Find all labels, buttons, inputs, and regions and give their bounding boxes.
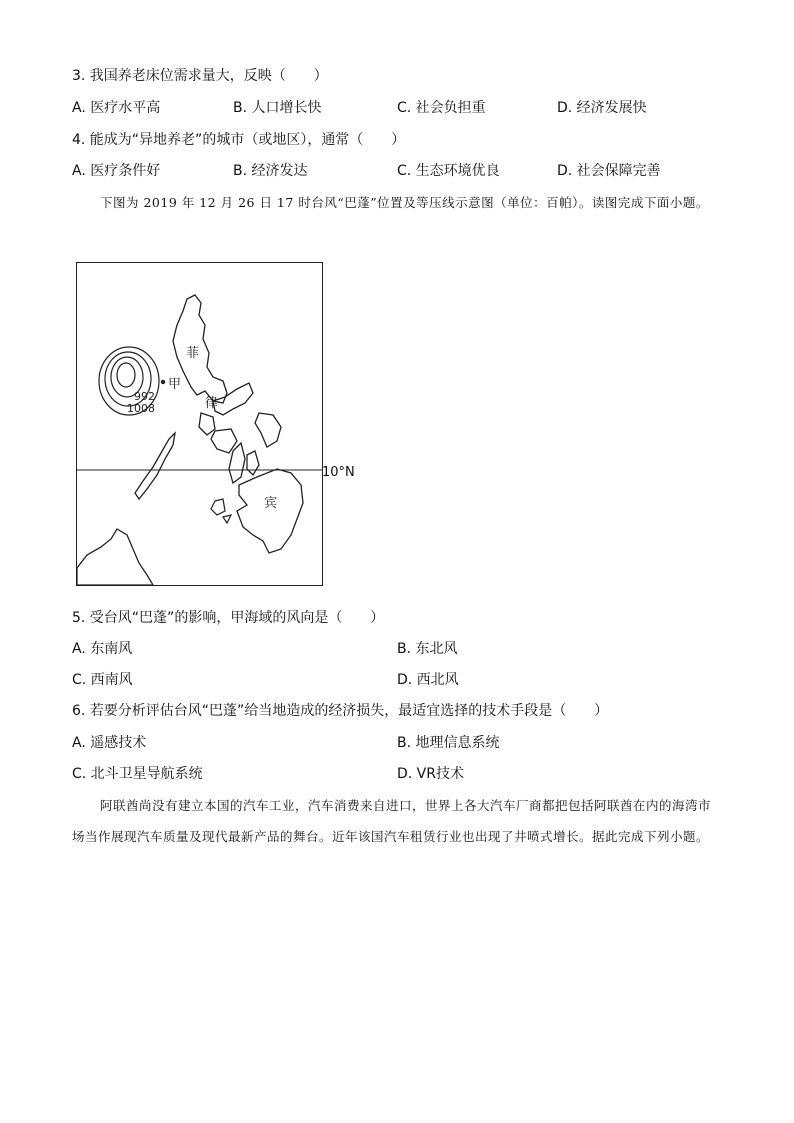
typhoon-isobar-map (76, 262, 323, 586)
passage-typhoon: 下图为 2019 年 12 月 26 日 17 时台风“巴蓬”位置及等压线示意图（单位：百帕）。读图完成下面小题。 (100, 195, 709, 210)
isobar-label-1008: 1008 (127, 402, 155, 415)
island-borneo (77, 529, 153, 585)
q6-option-c[interactable]: C. 北斗卫星导航系统 (72, 766, 203, 782)
island-cebu (247, 451, 259, 475)
isobar-center (117, 363, 135, 387)
q6-stem: 6. 若要分析评估台风“巴蓬”给当地造成的经济损失，最适宜选择的技术手段是（ ） (72, 703, 609, 719)
label-lv: 律 (205, 396, 219, 411)
islet (211, 499, 225, 515)
q4-option-c[interactable]: C. 生态环境优良 (397, 163, 500, 179)
label-fei: 菲 (186, 346, 200, 361)
islet (223, 515, 231, 523)
island-samar (255, 413, 281, 447)
q5-option-c[interactable]: C. 西南风 (72, 672, 133, 688)
q4-stem: 4. 能成为“异地养老”的城市（或地区），通常（ ） (72, 132, 406, 148)
island-mindoro (199, 413, 215, 435)
q6-option-a[interactable]: A. 遥感技术 (72, 735, 147, 751)
q5-option-b[interactable]: B. 东北风 (397, 641, 458, 657)
q5-option-d[interactable]: D. 西北风 (397, 672, 459, 688)
q6-option-d[interactable]: D. VR技术 (397, 766, 464, 782)
island-palawan (135, 433, 175, 499)
island-bicol (213, 383, 253, 415)
isobar-label-992: 992 (134, 390, 155, 403)
passage-uae-cars: 阿联酋尚没有建立本国的汽车工业，汽车消费来自进口，世界上各大汽车厂商都把包括阿联酋在内的海湾市场当作展现汽车质量及现代最新产品的舞台。近年该国汽车租赁行业也出现了井喷式增长。据此完成下列小题。 (72, 798, 712, 844)
q3-option-a[interactable]: A. 医疗水平高 (72, 100, 161, 116)
map-svg (77, 263, 322, 585)
q3-option-b[interactable]: B. 人口增长快 (233, 100, 322, 116)
label-jia: 甲 (168, 377, 182, 392)
q3-option-c[interactable]: C. 社会负担重 (397, 100, 486, 116)
island-panay (211, 429, 237, 453)
latitude-label: 10°N (322, 465, 355, 480)
q5-option-a[interactable]: A. 东南风 (72, 641, 133, 657)
q4-option-d[interactable]: D. 社会保障完善 (557, 163, 661, 179)
q3-stem: 3. 我国养老床位需求量大，反映（ ） (72, 68, 328, 84)
label-bin: 宾 (264, 496, 278, 511)
q3-option-d[interactable]: D. 经济发展快 (557, 100, 647, 116)
island-mindanao (237, 469, 303, 553)
q4-option-b[interactable]: B. 经济发达 (233, 163, 308, 179)
q4-option-a[interactable]: A. 医疗条件好 (72, 163, 161, 179)
island-luzon (173, 295, 227, 403)
q5-stem: 5. 受台风“巴蓬”的影响，甲海域的风向是（ ） (72, 610, 385, 626)
point-jia-marker (161, 380, 165, 384)
q6-option-b[interactable]: B. 地理信息系统 (397, 735, 500, 751)
